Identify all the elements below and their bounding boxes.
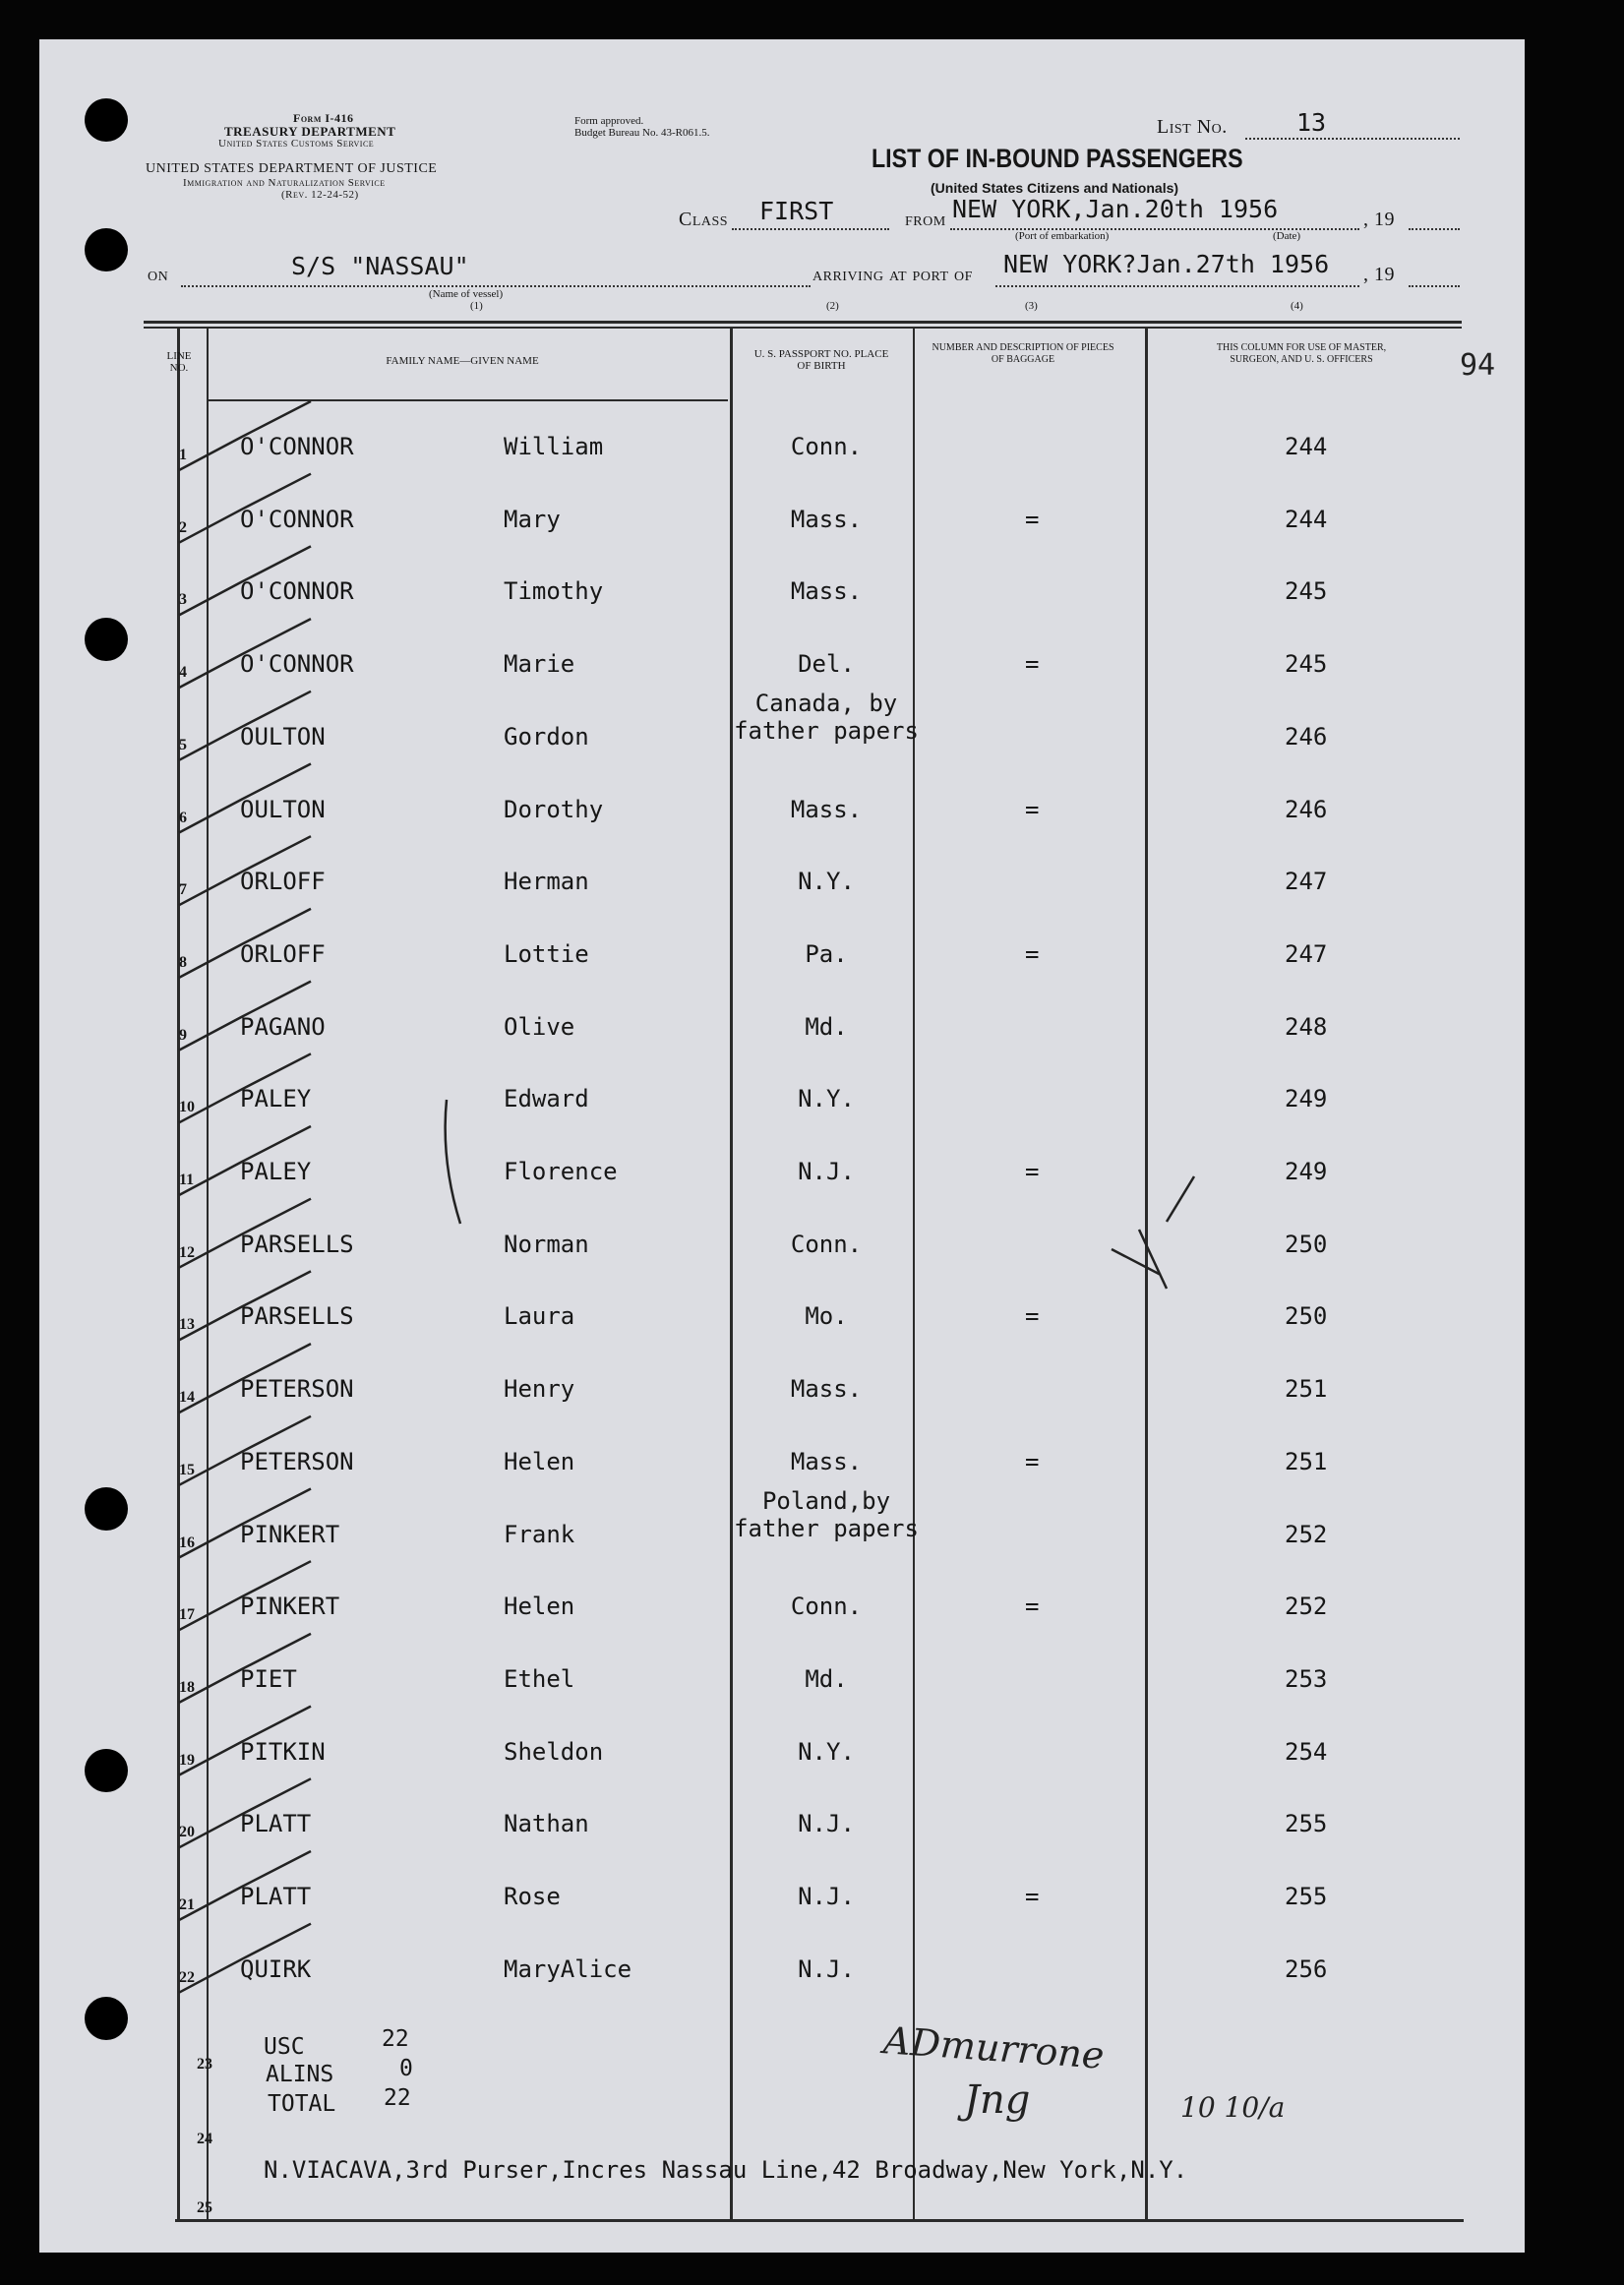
cell-family: OULTON xyxy=(240,795,326,823)
cell-given: William xyxy=(504,433,604,460)
class-label: Class xyxy=(679,209,729,230)
cell-birth: Del. xyxy=(798,650,855,679)
line-number: 2 xyxy=(179,518,187,536)
line-number: 24 xyxy=(197,2131,212,2147)
cell-given: Dorothy xyxy=(504,795,604,823)
cell-birth: N.J. xyxy=(798,1954,855,1983)
caption-2: (2) xyxy=(826,300,839,312)
cell-family: PETERSON xyxy=(240,1375,354,1404)
cell-family: PETERSON xyxy=(240,1447,354,1475)
cell-baggage: = xyxy=(1025,1302,1040,1331)
cell-baggage: = xyxy=(1025,1158,1040,1185)
cell-officer: 244 xyxy=(1285,505,1328,533)
cell-baggage: = xyxy=(1025,1447,1040,1475)
line-number: 15 xyxy=(179,1461,195,1478)
cell-family: PALEY xyxy=(240,1085,312,1113)
cell-given: Edward xyxy=(504,1085,589,1113)
cell-given: Norman xyxy=(504,1230,589,1258)
initials-annotation: Jng xyxy=(964,2077,1031,2123)
cell-family: PALEY xyxy=(240,1158,312,1185)
line-number: 8 xyxy=(179,953,187,971)
cell-baggage: = xyxy=(1025,795,1040,823)
cell-given: Helen xyxy=(504,1593,575,1621)
cell-family: O'CONNOR xyxy=(240,577,354,606)
cell-officer: 249 xyxy=(1285,1158,1328,1185)
port-caption: (Port of embarkation) xyxy=(1015,230,1110,242)
cell-family: PLATT xyxy=(240,1883,312,1910)
cell-officer: 250 xyxy=(1285,1302,1328,1331)
cell-birth: Conn. xyxy=(790,433,863,460)
line-number: 17 xyxy=(179,1606,195,1624)
cell-officer: 247 xyxy=(1285,939,1328,968)
cell-given: MaryAlice xyxy=(504,1954,632,1983)
on-label: on xyxy=(148,264,169,285)
caption-4: (4) xyxy=(1291,300,1303,312)
total-value: 22 xyxy=(384,2085,411,2111)
cell-officer: 245 xyxy=(1285,577,1328,606)
arriving-label: arriving at port of xyxy=(812,264,973,285)
line-number: 1 xyxy=(179,447,187,463)
cell-birth: N.J. xyxy=(798,1810,855,1838)
cell-baggage: = xyxy=(1025,650,1040,679)
tick-mark xyxy=(179,1199,311,1268)
cell-family: PARSELLS xyxy=(240,1302,354,1331)
line-number: 16 xyxy=(179,1533,195,1551)
cell-family: PITKIN xyxy=(240,1737,326,1766)
line-number: 13 xyxy=(179,1316,195,1334)
tick-mark xyxy=(179,909,311,978)
cell-given: Gordon xyxy=(504,722,589,751)
tick-mark xyxy=(179,546,311,615)
tick-mark xyxy=(179,474,311,543)
line-number: 20 xyxy=(179,1824,195,1841)
cell-family: OULTON xyxy=(240,722,326,751)
treasury-dept: TREASURY DEPARTMENT xyxy=(224,124,396,139)
line-number: 12 xyxy=(179,1243,195,1261)
cell-given: Henry xyxy=(504,1375,575,1404)
cell-given: Nathan xyxy=(504,1810,589,1838)
line-number: 7 xyxy=(179,881,187,899)
cell-baggage: = xyxy=(1025,1593,1040,1621)
cell-birth: Mo. xyxy=(805,1302,848,1331)
cell-given: Herman xyxy=(504,868,589,896)
tick-mark xyxy=(179,1634,311,1703)
cell-family: PLATT xyxy=(240,1810,312,1838)
tick-mark xyxy=(179,1561,311,1630)
tick-mark xyxy=(179,764,311,833)
line-number: 5 xyxy=(179,736,187,753)
from-value: NEW YORK,Jan.20th 1956 xyxy=(952,195,1279,223)
tick-mark xyxy=(179,982,311,1051)
line-number: 4 xyxy=(179,664,187,682)
line-number: 21 xyxy=(179,1896,195,1913)
cell-baggage: = xyxy=(1025,505,1040,533)
cell-baggage: = xyxy=(1025,1883,1040,1910)
ins-service: Immigration and Naturalization Service xyxy=(183,177,386,189)
col-header-passport: U. S. PASSPORT NO. PLACE OF BIRTH xyxy=(753,348,889,372)
cell-officer: 245 xyxy=(1285,650,1328,679)
cell-officer: 250 xyxy=(1285,1230,1328,1258)
caption-3: (3) xyxy=(1025,300,1038,312)
cell-given: Frank xyxy=(504,1520,575,1548)
cell-officer: 255 xyxy=(1285,1810,1328,1838)
cell-officer: 251 xyxy=(1285,1447,1328,1475)
fraction-annotation: 10 10/a xyxy=(1180,2091,1286,2124)
date-caption: (Date) xyxy=(1273,230,1301,242)
cell-given: Ethel xyxy=(504,1664,575,1693)
tick-mark xyxy=(179,1778,311,1847)
col-header-name: FAMILY NAME—GIVEN NAME xyxy=(386,355,539,367)
line-number: 19 xyxy=(179,1751,195,1769)
tick-mark xyxy=(179,1126,311,1195)
line-number: 14 xyxy=(179,1389,195,1407)
cross-mark xyxy=(1112,1176,1194,1289)
vessel-caption: (Name of vessel) xyxy=(429,288,504,300)
cell-birth: Mass. xyxy=(790,795,863,823)
cell-birth: Mass. xyxy=(790,1447,863,1475)
line-number: 6 xyxy=(179,809,187,826)
cell-family: O'CONNOR xyxy=(240,650,354,679)
tick-mark xyxy=(179,619,311,688)
tick-mark xyxy=(179,1851,311,1920)
line-number: 11 xyxy=(179,1172,195,1188)
cell-birth: Pa. xyxy=(805,939,848,968)
cell-given: Lottie xyxy=(504,939,589,968)
cell-officer: 249 xyxy=(1285,1085,1328,1113)
cell-baggage: = xyxy=(1025,939,1040,968)
tick-mark xyxy=(179,1344,311,1413)
customs-service: United States Customs Service xyxy=(218,138,375,150)
year-label-2: , 19 xyxy=(1363,264,1395,285)
tick-mark xyxy=(179,1053,311,1122)
cell-officer: 247 xyxy=(1285,868,1328,896)
cell-family: ORLOFF xyxy=(240,868,326,896)
cell-family: QUIRK xyxy=(240,1954,312,1983)
signature-annotation: ADmurrone xyxy=(881,2018,1106,2077)
aliens-label: ALINS xyxy=(266,2062,334,2087)
tick-mark xyxy=(179,1489,311,1558)
cell-birth: N.Y. xyxy=(798,868,855,896)
form-approved: Form approved. xyxy=(574,115,644,127)
cell-birth: Md. xyxy=(805,1664,848,1693)
cell-given: Timothy xyxy=(504,577,604,606)
margin-bracket xyxy=(446,1100,460,1224)
document-subtitle: (United States Citizens and Nationals) xyxy=(931,180,1179,196)
cell-given: Mary xyxy=(504,505,561,533)
cell-birth: Mass. xyxy=(790,505,863,533)
cell-birth: Mass. xyxy=(790,577,863,606)
cell-officer: 252 xyxy=(1285,1593,1328,1621)
vessel-name: S/S "NASSAU" xyxy=(291,252,469,280)
class-value: FIRST xyxy=(759,197,834,225)
budget-bureau: Budget Bureau No. 43-R061.5. xyxy=(574,127,710,139)
cell-birth: N.J. xyxy=(798,1883,855,1910)
cell-given: Laura xyxy=(504,1302,575,1331)
cell-birth: N.Y. xyxy=(798,1085,855,1113)
cell-given: Sheldon xyxy=(504,1737,604,1766)
col-header-officers: THIS COLUMN FOR USE OF MASTER, SURGEON, AND U. S. OFFICERS xyxy=(1216,342,1387,365)
cell-birth: Md. xyxy=(805,1012,848,1041)
line-number: 3 xyxy=(179,591,187,609)
cell-birth: Poland,by father papers xyxy=(734,1486,919,1542)
cell-birth: Mass. xyxy=(790,1375,863,1404)
line-number: 23 xyxy=(197,2056,212,2073)
tick-mark xyxy=(179,1707,311,1775)
col-header-baggage: NUMBER AND DESCRIPTION OF PIECES OF BAGGAGE xyxy=(932,342,1114,365)
tick-mark xyxy=(179,836,311,905)
cell-family: ORLOFF xyxy=(240,939,326,968)
line-number: 18 xyxy=(179,1678,195,1696)
cell-officer: 254 xyxy=(1285,1737,1328,1766)
cell-family: PARSELLS xyxy=(240,1230,354,1258)
cell-given: Helen xyxy=(504,1447,575,1475)
form-number: Form I-416 xyxy=(293,111,354,125)
cell-officer: 248 xyxy=(1285,1012,1328,1041)
cell-birth: Conn. xyxy=(790,1230,863,1258)
cell-given: Marie xyxy=(504,650,575,679)
line-number: 9 xyxy=(179,1026,187,1044)
tick-mark xyxy=(179,401,311,470)
cell-officer: 244 xyxy=(1285,433,1328,460)
revision: (Rev. 12-24-52) xyxy=(281,189,359,201)
line-number: 10 xyxy=(179,1099,195,1116)
cell-officer: 256 xyxy=(1285,1954,1328,1983)
line-number: 25 xyxy=(197,2199,212,2216)
purser-line: N.VIACAVA,3rd Purser,Incres Nassau Line,42 Broadway,New York,N.Y. xyxy=(264,2156,1188,2184)
usc-value: 22 xyxy=(382,2026,409,2052)
cell-officer: 251 xyxy=(1285,1375,1328,1404)
cell-birth: N.Y. xyxy=(798,1737,855,1766)
cell-family: O'CONNOR xyxy=(240,433,354,460)
arriving-value: NEW YORK?Jan.27th 1956 xyxy=(1003,250,1330,278)
from-label: from xyxy=(905,209,946,230)
total-label: TOTAL xyxy=(268,2091,336,2117)
cell-birth: Canada, by father papers xyxy=(734,689,919,745)
aliens-value: 0 xyxy=(399,2056,413,2081)
cell-officer: 246 xyxy=(1285,795,1328,823)
cell-family: PIET xyxy=(240,1664,297,1693)
cell-birth: Conn. xyxy=(790,1593,863,1621)
cell-family: PINKERT xyxy=(240,1593,340,1621)
justice-dept: UNITED STATES DEPARTMENT OF JUSTICE xyxy=(146,161,438,176)
tick-mark xyxy=(179,1271,311,1340)
cell-family: PINKERT xyxy=(240,1520,340,1548)
cell-officer: 255 xyxy=(1285,1883,1328,1910)
cell-family: O'CONNOR xyxy=(240,505,354,533)
tick-mark xyxy=(179,692,311,760)
tick-mark xyxy=(179,1924,311,1993)
cell-officer: 253 xyxy=(1285,1664,1328,1693)
cell-given: Rose xyxy=(504,1883,561,1910)
usc-label: USC xyxy=(264,2034,305,2060)
cell-birth: N.J. xyxy=(798,1158,855,1185)
list-no-label: List No. xyxy=(1157,116,1228,138)
cell-given: Florence xyxy=(504,1158,618,1185)
page-number: 94 xyxy=(1460,348,1496,383)
cell-given: Olive xyxy=(504,1012,575,1041)
cell-officer: 252 xyxy=(1285,1520,1328,1548)
cell-officer: 246 xyxy=(1285,722,1328,751)
document-title: LIST OF IN-BOUND PASSENGERS xyxy=(872,144,1243,173)
vessel-caption-number: (1) xyxy=(470,300,483,312)
year-label: , 19 xyxy=(1363,209,1395,230)
list-no-value: 13 xyxy=(1296,108,1327,137)
tick-mark xyxy=(179,1416,311,1485)
line-number: 22 xyxy=(179,1968,195,1986)
col-header-line: LINE NO. xyxy=(166,350,192,374)
cell-family: PAGANO xyxy=(240,1012,326,1041)
